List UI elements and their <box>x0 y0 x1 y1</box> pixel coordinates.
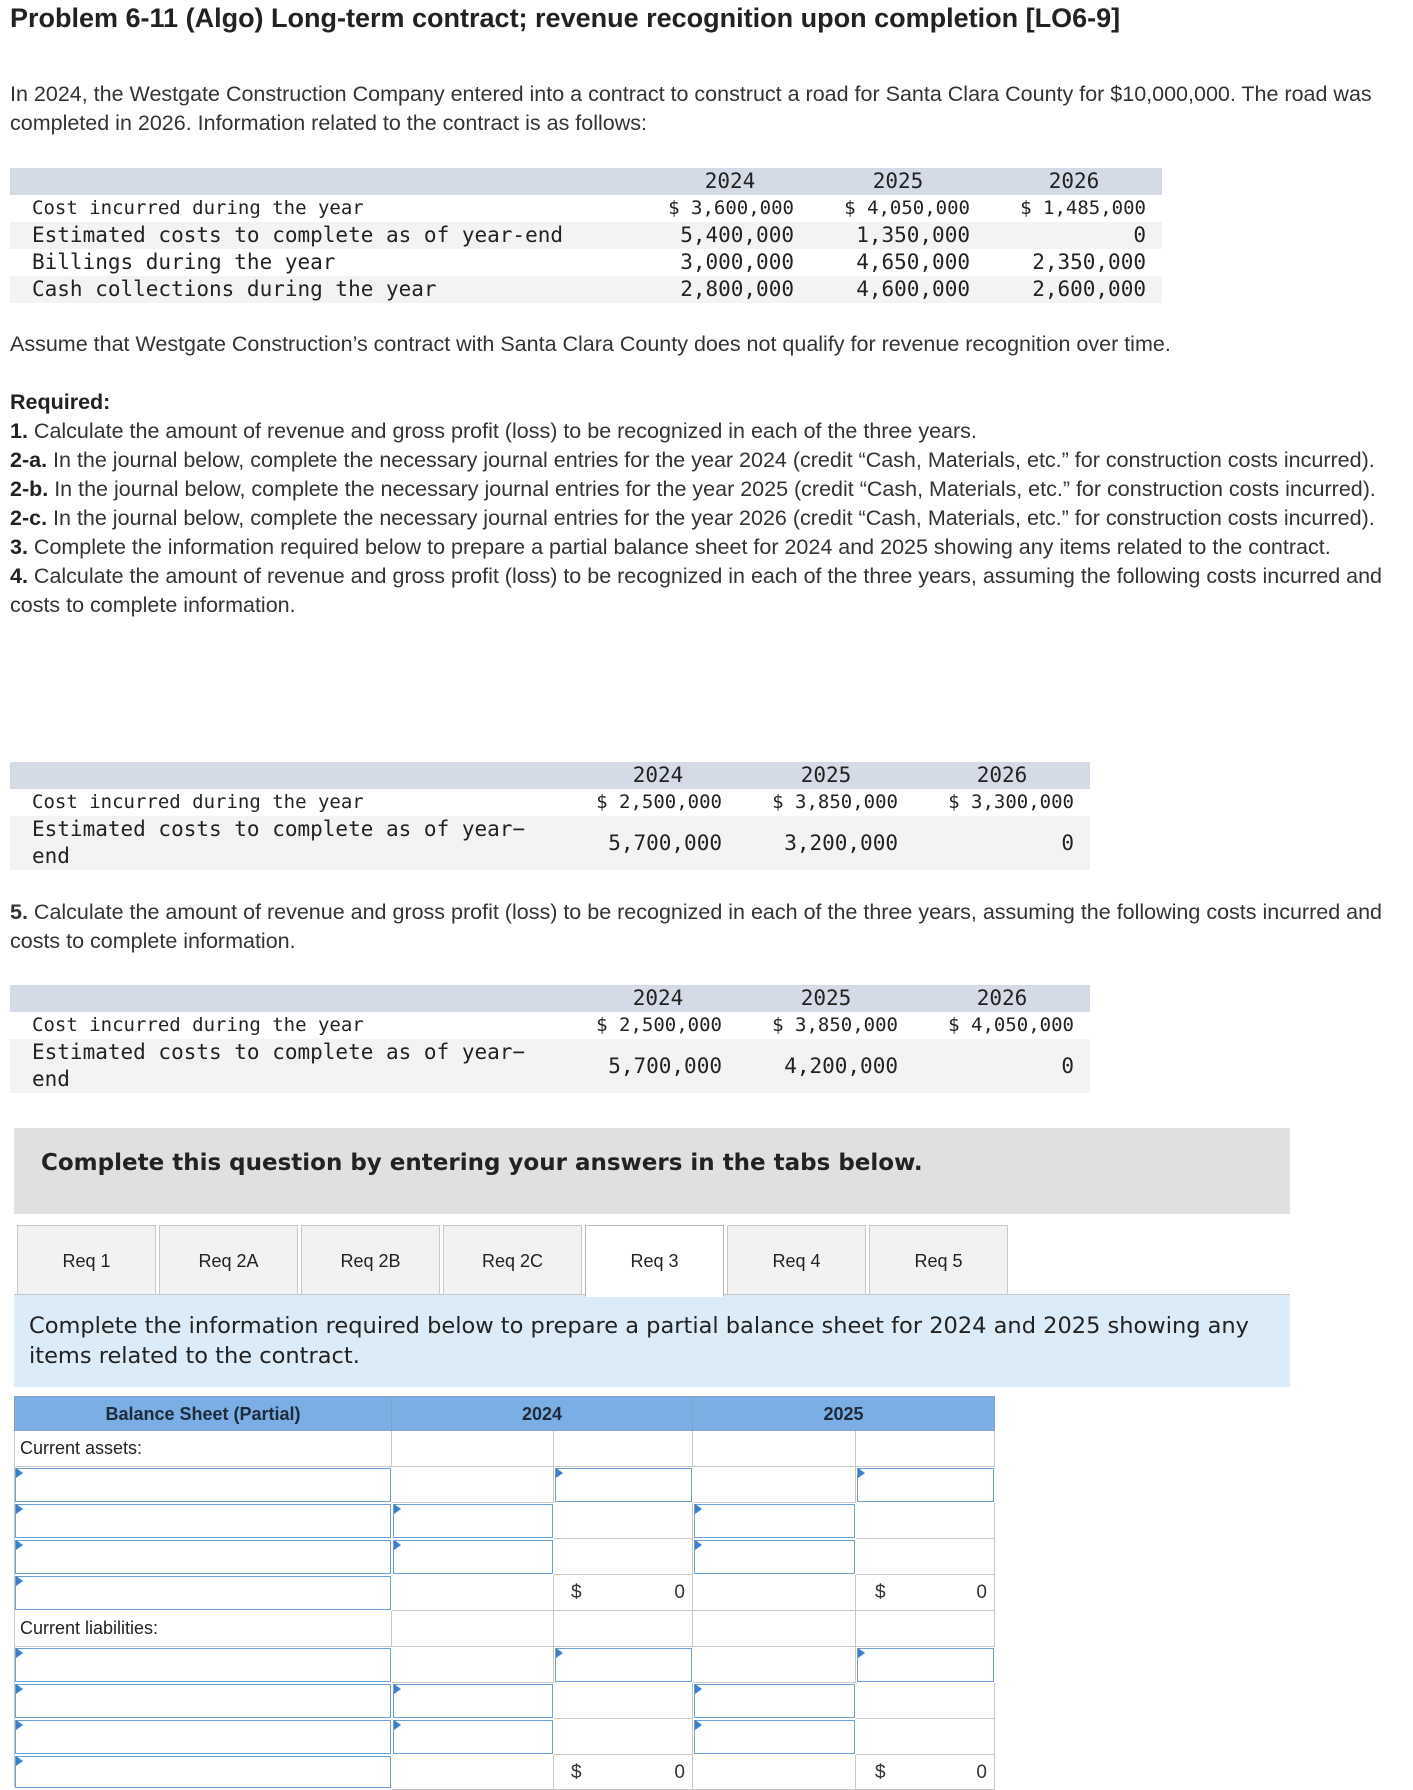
tab-req-3[interactable]: Req 3 <box>585 1225 724 1297</box>
year-header: 2024 <box>650 168 810 195</box>
cell-value: $ 4,050,000 <box>810 195 986 222</box>
asset-account-input[interactable] <box>15 1504 391 1538</box>
cell-value: $ 3,850,000 <box>738 1012 914 1039</box>
liability-account-input[interactable] <box>15 1648 391 1682</box>
empty-cell <box>392 1431 554 1467</box>
empty-cell <box>554 1539 693 1575</box>
empty-cell <box>554 1611 693 1647</box>
empty-cell <box>856 1683 995 1719</box>
row-label: Cost incurred during the year <box>10 1012 578 1039</box>
row-label: Estimated costs to complete as of year− end <box>10 816 578 870</box>
intro-paragraph: In 2024, the Westgate Construction Company entered into a contract to construct a road for Santa Clara County for $10,000,000. The road was completed in 2026. Information related to the contract is as follows: <box>10 82 1372 135</box>
liability-amount-2025-input[interactable] <box>694 1720 855 1754</box>
total-assets-2024 <box>554 1575 693 1611</box>
empty-cell <box>693 1647 856 1683</box>
asset-account-input[interactable] <box>15 1468 391 1502</box>
empty-cell <box>392 1611 554 1647</box>
cell-value: 3,200,000 <box>738 816 914 870</box>
total-value: 0 <box>976 1762 987 1783</box>
tab-req-5[interactable]: Req 5 <box>869 1225 1008 1295</box>
cell-value: 2,600,000 <box>986 276 1162 303</box>
liability-account-input[interactable] <box>15 1720 391 1754</box>
empty-cell <box>554 1719 693 1755</box>
cell-value: $ 2,500,000 <box>578 789 738 816</box>
asset-amount-2025-input[interactable] <box>694 1504 855 1538</box>
tab-req-1[interactable]: Req 1 <box>17 1225 156 1295</box>
total-assets-2025 <box>856 1575 995 1611</box>
row-label: Billings during the year <box>10 249 650 276</box>
currency-symbol: $ <box>571 1582 582 1603</box>
cell-value: 4,650,000 <box>810 249 986 276</box>
current-assets-label: Current assets: <box>20 1438 143 1458</box>
year-header: 2025 <box>738 985 914 1012</box>
empty-cell <box>856 1719 995 1755</box>
cell-value: 0 <box>986 222 1162 249</box>
cell-value: 0 <box>914 1039 1090 1093</box>
empty-cell <box>693 1467 856 1503</box>
row-label: Estimated costs to complete as of year− end <box>10 1039 578 1093</box>
cell-value: 2,800,000 <box>650 276 810 303</box>
empty-cell <box>856 1503 995 1539</box>
tab-req-2c[interactable]: Req 2C <box>443 1225 582 1295</box>
empty-cell <box>392 1647 554 1683</box>
empty-cell <box>392 1575 554 1611</box>
asset-amount-2024-input[interactable] <box>393 1540 553 1574</box>
year-header: 2024 <box>578 985 738 1012</box>
cell-value: 3,000,000 <box>650 249 810 276</box>
required-item: 2-a. In the journal below, complete the necessary journal entries for the year 2024 (credit “Cash, Materials, etc.” for construction costs incurred). <box>10 448 1375 472</box>
scenario-5-table <box>10 985 1090 1093</box>
cell-value: $ 4,050,000 <box>914 1012 1090 1039</box>
currency-symbol: $ <box>875 1582 886 1603</box>
year-header: 2025 <box>810 168 986 195</box>
empty-cell <box>856 1611 995 1647</box>
asset-amount-2025-input[interactable] <box>694 1540 855 1574</box>
scenario-4-table <box>10 762 1090 870</box>
liability-amount-2025-input[interactable] <box>857 1648 994 1682</box>
cell-value: $ 2,500,000 <box>578 1012 738 1039</box>
empty-cell <box>392 1755 554 1790</box>
required-item-5: 5. Calculate the amount of revenue and gross profit (loss) to be recognized in each of the three years, assuming the following costs incurred and costs to complete information. <box>10 900 1382 953</box>
cell-value: 0 <box>914 816 1090 870</box>
liability-amount-2025-input[interactable] <box>694 1684 855 1718</box>
cell-value: 5,400,000 <box>650 222 810 249</box>
total-liabilities-2025 <box>856 1755 995 1790</box>
cell-value: 4,600,000 <box>810 276 986 303</box>
cell-value: 2,350,000 <box>986 249 1162 276</box>
answer-banner: Complete this question by entering your answers in the tabs below. <box>14 1128 1290 1214</box>
instruction-box: Complete the information required below to prepare a partial balance sheet for 2024 and 2025 showing any items related to the contract. <box>14 1295 1290 1387</box>
year-header: 2024 <box>578 762 738 789</box>
cell-value: $ 3,300,000 <box>914 789 1090 816</box>
tab-req-4[interactable]: Req 4 <box>727 1225 866 1295</box>
empty-cell <box>554 1431 693 1467</box>
problem-title: Problem 6-11 (Algo) Long-term contract; revenue recognition upon completion [LO6-9] <box>10 3 1121 33</box>
cell-value: 4,200,000 <box>738 1039 914 1093</box>
current-assets-row <box>14 1431 392 1467</box>
empty-cell <box>693 1575 856 1611</box>
current-liabilities-label: Current liabilities: <box>20 1618 159 1638</box>
total-value: 0 <box>674 1762 685 1783</box>
required-item: 3. Complete the information required below to prepare a partial balance sheet for 2024 and 2025 showing any items related to the contract. <box>10 535 1331 559</box>
empty-cell <box>554 1683 693 1719</box>
required-heading: Required: <box>10 390 111 414</box>
empty-cell <box>856 1539 995 1575</box>
currency-symbol: $ <box>875 1762 886 1783</box>
total-value: 0 <box>674 1582 685 1603</box>
empty-cell <box>856 1431 995 1467</box>
required-item: 2-b. In the journal below, complete the necessary journal entries for the year 2025 (credit “Cash, Materials, etc.” for construction costs incurred). <box>10 477 1376 501</box>
balance-sheet-header: Balance Sheet (Partial) <box>14 1396 392 1431</box>
empty-cell <box>693 1431 856 1467</box>
current-liabilities-row <box>14 1611 392 1647</box>
total-liabilities-2024 <box>554 1755 693 1790</box>
asset-amount-2024-input[interactable] <box>393 1504 553 1538</box>
empty-cell <box>392 1467 554 1503</box>
cell-value: 5,700,000 <box>578 816 738 870</box>
cell-value: 1,350,000 <box>810 222 986 249</box>
year-header: 2026 <box>914 985 1090 1012</box>
empty-cell <box>693 1611 856 1647</box>
asset-amount-2024-input[interactable] <box>555 1468 692 1502</box>
empty-cell <box>693 1755 856 1790</box>
liability-amount-2024-input[interactable] <box>393 1684 553 1718</box>
tab-req-2b[interactable]: Req 2B <box>301 1225 440 1295</box>
cell-value: 5,700,000 <box>578 1039 738 1093</box>
column-2024-header: 2024 <box>391 1396 693 1431</box>
assumption-text: Assume that Westgate Construction’s contract with Santa Clara County does not qualify for revenue recognition over time. <box>10 332 1171 356</box>
contract-info-table <box>10 168 1162 303</box>
currency-symbol: $ <box>571 1762 582 1783</box>
asset-account-input[interactable] <box>15 1540 391 1574</box>
cell-value: $ 1,485,000 <box>986 195 1162 222</box>
year-header: 2026 <box>986 168 1162 195</box>
cell-value: $ 3,850,000 <box>738 789 914 816</box>
year-header: 2025 <box>738 762 914 789</box>
asset-amount-2025-input[interactable] <box>857 1468 994 1502</box>
required-item: 4. Calculate the amount of revenue and gross profit (loss) to be recognized in each of the three years, assuming the following costs incurred and costs to complete information. <box>10 564 1382 617</box>
required-item: 2-c. In the journal below, complete the necessary journal entries for the year 2026 (credit “Cash, Materials, etc.” for construction costs incurred). <box>10 506 1375 530</box>
row-label: Cost incurred during the year <box>10 789 578 816</box>
required-item: 1. Calculate the amount of revenue and gross profit (loss) to be recognized in each of the three years. <box>10 419 977 443</box>
year-header: 2026 <box>914 762 1090 789</box>
required-section <box>10 388 1405 620</box>
total-assets-label-input[interactable] <box>15 1576 391 1610</box>
tab-req-2a[interactable]: Req 2A <box>159 1225 298 1295</box>
liability-amount-2024-input[interactable] <box>393 1720 553 1754</box>
liability-amount-2024-input[interactable] <box>555 1648 692 1682</box>
column-2025-header: 2025 <box>692 1396 995 1431</box>
row-label: Estimated costs to complete as of year-end <box>10 222 650 249</box>
row-label: Cost incurred during the year <box>10 195 650 222</box>
total-value: 0 <box>976 1582 987 1603</box>
total-liabilities-label-input[interactable] <box>15 1756 391 1788</box>
liability-account-input[interactable] <box>15 1684 391 1718</box>
cell-value: $ 3,600,000 <box>650 195 810 222</box>
empty-cell <box>554 1503 693 1539</box>
row-label: Cash collections during the year <box>10 276 650 303</box>
